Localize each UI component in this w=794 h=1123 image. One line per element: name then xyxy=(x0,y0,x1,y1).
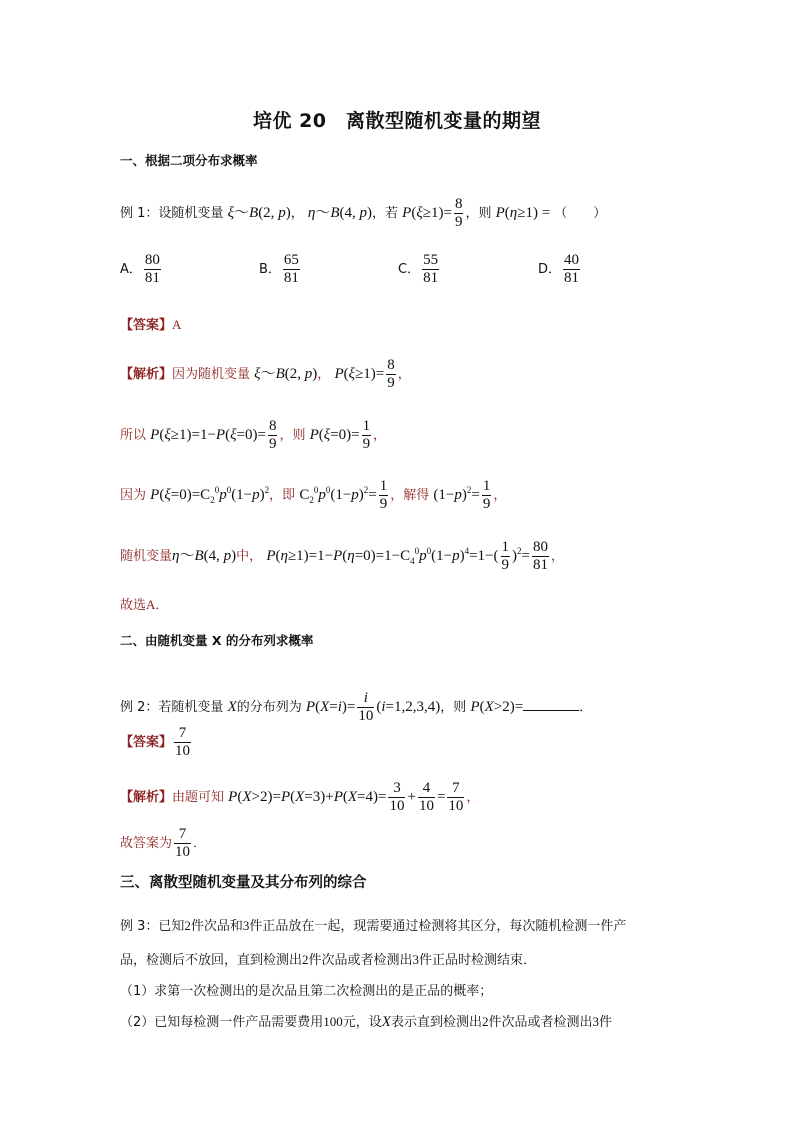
example-1-question: 例 1：设随机变量 ξ～B(2, p)， η～B(4, p)，若 P(ξ≥1)= $\frac{8}{9}$ ，则 P(η≥1) = （ ） xyxy=(120,196,607,230)
example-1-answer: 【答案】A xyxy=(120,317,182,333)
example-3-line-1: 例 3：已知2件次品和3件正品放在一起，现需要通过检测将其区分，每次随机检测一件产 xyxy=(120,918,627,934)
formula-eta-b4p: η～B(4, p) xyxy=(307,205,372,221)
example-3-question-2: （2）已知每检测一件产品需要费用100元，设X表示直到检测出2件次品或者检测出3件 xyxy=(120,1014,613,1030)
example-1-analysis-line-2: 所以 P(ξ≥1)=1−P(ξ=0)= $\frac{8}{9}$ ，则 P(ξ=0)= $\frac{1}{9}$ ， xyxy=(120,418,387,452)
option-c: C． $\frac{55}{81}$ xyxy=(398,252,439,286)
example-1-label: 例 1： xyxy=(120,206,159,221)
section-1-heading: 一、根据二项分布求概率 xyxy=(120,153,258,168)
example-1-analysis-line-3: 因为 $P(\xi=0)=C_2^0p^0(1-p)^2$，即 $C_2^0p^0(1-p)^2=$ $\frac{1}{9}$ ，解得 $(1-p)^2=$ $\frac{1}{9}$ ， xyxy=(120,478,507,512)
fraction-8-9: $\frac{8}{9}$ xyxy=(454,196,463,230)
option-a: A． $\frac{80}{81}$ xyxy=(120,252,160,286)
example-2-analysis: 【解析】由题可知 P(X>2)=P(X=3)+P(X=4)= $\frac{3}{10}$ + $\frac{4}{10}$ = $\frac{7}{10}$ ， xyxy=(120,780,480,814)
formula-p-xi-ge-1: P(ξ≥1)= xyxy=(402,205,452,221)
example-2-conclusion: 故答案为 $\frac{7}{10}$ ． xyxy=(120,826,207,860)
formula-xi-b2p: ξ～B(2, p) xyxy=(227,205,291,221)
example-2-question: 例 2：若随机变量 X的分布列为 P(X=i)= $\frac{i}{10}$ (i=1,2,3,4)，则 P(X>2)= ． xyxy=(120,690,593,724)
option-d: D． $\frac{40}{81}$ xyxy=(538,252,580,286)
example-1-conclusion: 故选A． xyxy=(120,597,169,613)
example-1-analysis-line-1: 【解析】因为随机变量 ξ～B(2, p)， P(ξ≥1)= $\frac{8}{9}$ ， xyxy=(120,357,411,391)
example-3-question-1: （1）求第一次检测出的是次品且第二次检测出的是正品的概率； xyxy=(120,984,493,999)
formula-p-eta-ge-1: P(η≥1) = xyxy=(495,205,551,221)
example-1-analysis-line-4: 随机变量η～B(4, p)中， $P(\eta\ge 1)=1-P(\eta=0)=1-C_4^0p^0(1-p)^4=1-$( $\frac{1}{9}$ )$^2$= $\frac{80}{81}$ ， xyxy=(120,539,564,573)
example-2-answer: 【答案】 $\frac{7}{10}$ xyxy=(120,725,191,759)
option-b: B． $\frac{65}{81}$ xyxy=(259,252,299,286)
example-3-line-2: 品，检测后不放回，直到检测出2件次品或者检测出3件正品时检测结束． xyxy=(120,952,537,968)
answer-blank xyxy=(523,696,579,711)
page-title: 培优 20 离散型随机变量的期望 xyxy=(252,110,542,132)
section-2-heading: 二、由随机变量 X 的分布列求概率 xyxy=(120,633,314,648)
section-3-heading: 三、离散型随机变量及其分布列的综合 xyxy=(120,875,367,891)
